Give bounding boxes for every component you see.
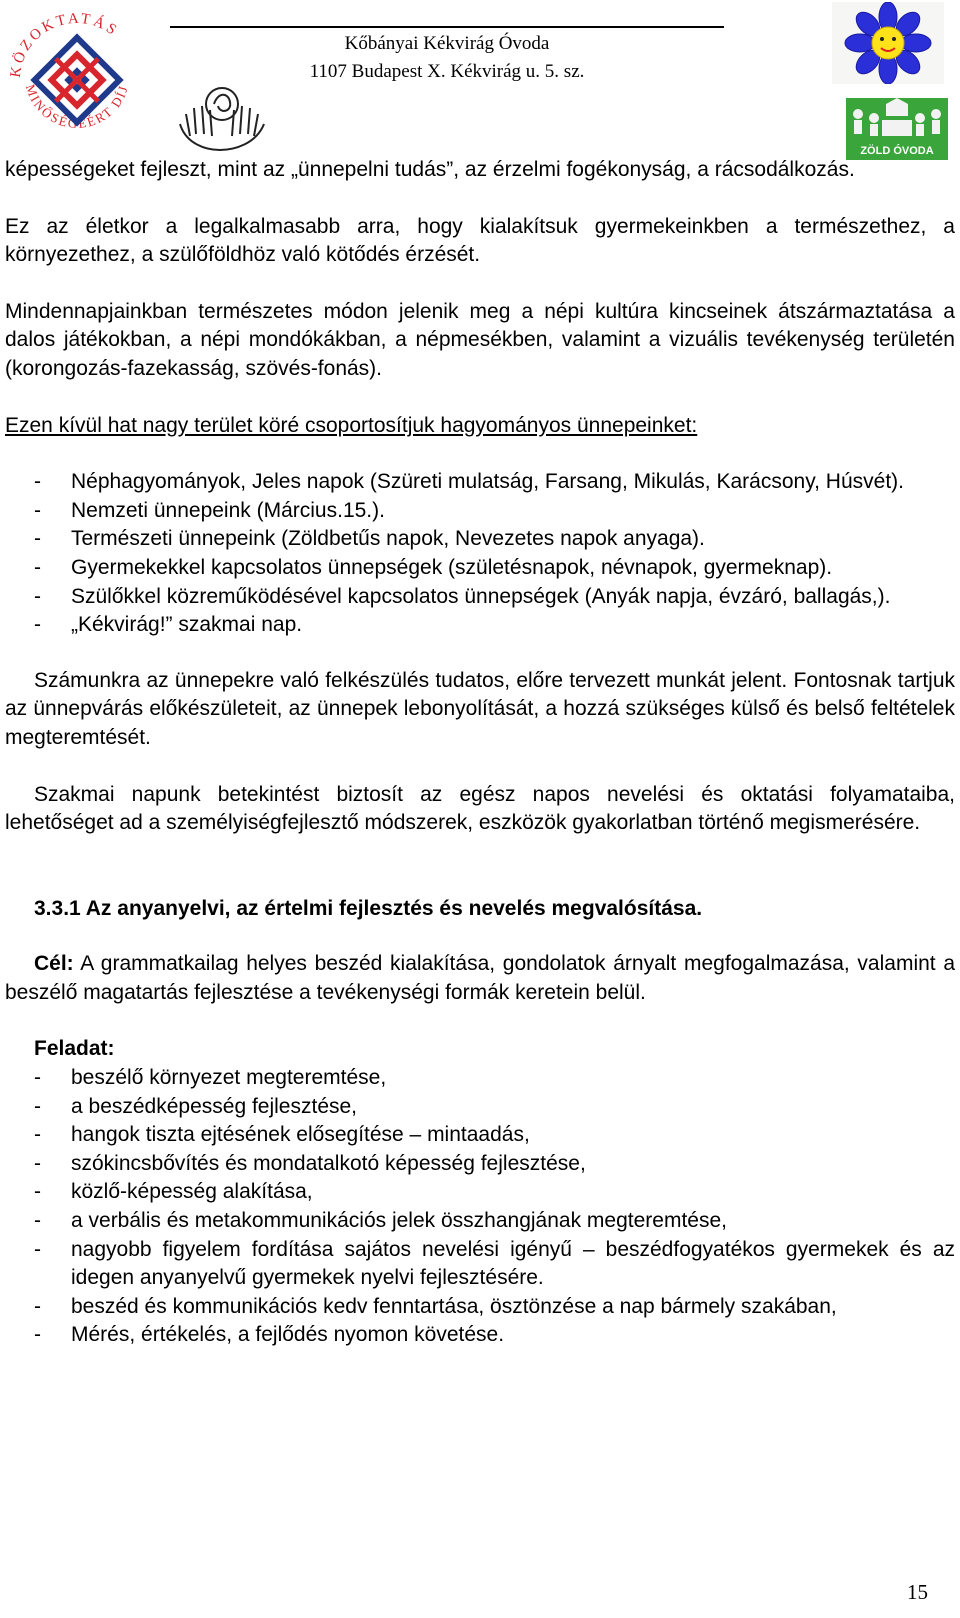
hands-logo [176, 84, 268, 154]
task-label: Feladat: [34, 1037, 115, 1061]
list-item: - beszélő környezet megteremtése, [5, 1064, 955, 1093]
list-item: - beszéd és kommunikációs kedv fenntartása, ösztönzése a nap bármely szakában, [5, 1293, 955, 1322]
list-item: - közlő-képesség alakítása, [5, 1178, 955, 1207]
kindergarten-name: Kőbányai Kékvirág Óvoda [344, 33, 550, 54]
dash-bullet: - [34, 1180, 41, 1204]
green-kindergarten-logo [846, 98, 948, 160]
list-item: - Mérés, értékelés, a fejlődés nyomon követése. [5, 1321, 955, 1350]
goal-paragraph [5, 950, 955, 1007]
page-number: 15 [907, 1580, 928, 1604]
list-item: - Szülőkkel közreműködésével kapcsolatos ünnepségek (Anyák napja, évzáró, ballagás,). [5, 583, 955, 612]
dash-bullet: - [34, 1151, 41, 1175]
dash-bullet: - [34, 1094, 41, 1118]
holiday-list [5, 468, 955, 640]
dash-bullet: - [34, 613, 41, 637]
list-item: - Természeti ünnepeink (Zöldbetűs napok, Nevezetes napok anyaga). [5, 525, 955, 554]
quality-award-seal-logo [4, 2, 150, 148]
blue-flower-logo [832, 2, 944, 84]
list-item: - Néphagyományok, Jeles napok (Szüreti mulatság, Farsang, Mikulás, Karácsony, Húsvét). [5, 468, 955, 497]
paragraph-holiday-areas: Ezen kívül hat nagy terület köré csoportosítjuk hagyományos ünnepeinket: [5, 413, 698, 437]
paragraph-preparation: Számunkra az ünnepekre való felkészülés tudatos, előre tervezett munkát jelent. Fontosnak tartjuk az ünnepvárás előkészületeit, az ünnepek lebonyolítását, a hozzá szükséges külső és belső feltételek megteremtését. [5, 668, 955, 749]
list-item: - „Kékvirág!” szakmai nap. [5, 611, 955, 640]
list-item: - nagyobb figyelem fordítása sajátos nevelési igényű – beszédfogyatékos gyermekek és az idegen anyanyelvű gyermekek nyelvi fejlesztésére. [34, 1237, 955, 1290]
dash-bullet: - [34, 498, 41, 522]
document-body [5, 156, 955, 1350]
dash-bullet: - [34, 555, 41, 579]
task-list [5, 1064, 955, 1350]
header-rule [170, 26, 724, 28]
dash-bullet: - [34, 584, 41, 608]
svg-text:KÖZOKTATÁS: KÖZOKTATÁS [7, 10, 122, 79]
section-heading: 3.3.1 Az anyanyelvi, az értelmi fejlesztés és nevelés megvalósítása. [34, 896, 703, 920]
dash-bullet: - [34, 1294, 41, 1318]
dash-bullet: - [34, 470, 41, 494]
list-item: - hangok tiszta ejtésének elősegítése – mintaadás, [5, 1121, 955, 1150]
dash-bullet: - [34, 1209, 41, 1233]
goal-label: Cél: [34, 952, 74, 976]
paragraph-folk-culture: Mindennapjainkban természetes módon jelenik meg a népi kultúra kincseinek átszármaztatása a dalos játékokban, a népi mondókákban, a népmesékben, valamint a vizuális tevékenység területén (korongozás-fazekasság, szövés-fonás). [5, 299, 955, 380]
svg-text:MINŐSÉGÉÉRT DÍJ: MINŐSÉGÉÉRT DÍJ [22, 82, 132, 132]
paragraph-abilities: képességeket fejleszt, mint az „ünnepelni tudás”, az érzelmi fogékonyság, a rácsodálkozás. [5, 158, 855, 181]
page-header [0, 0, 960, 160]
paragraph-age: Ez az életkor a legalkalmasabb arra, hogy kialakítsuk gyermekeinkben a természethez, a környezethez, a szülőföldhöz való kötődés érzését. [5, 214, 955, 267]
dash-bullet: - [34, 1066, 41, 1090]
goal-text: A grammatkailag helyes beszéd kialakítása, gondolatok árnyalt megfogalmazása, valamint a beszélő magatartás fejlesztése a tevékenységi formák keretein belül. [5, 952, 955, 1004]
list-item: - szókincsbővítés és mondatalkotó képesség fejlesztése, [5, 1150, 955, 1179]
list-item: - a beszédképesség fejlesztése, [5, 1093, 955, 1122]
dash-bullet: - [34, 1237, 41, 1261]
paragraph-professional-day: Szakmai napunk betekintést biztosít az egész napos nevelési és oktatási folyamataiba, lehetőséget ad a személyiségfejlesztő módszerek, eszközök gyakorlatban történő megismerésére. [5, 782, 955, 835]
svg-text:ZÖLD ÓVODA: ZÖLD ÓVODA [860, 145, 934, 157]
kindergarten-address: 1107 Budapest X. Kékvirág u. 5. sz. [309, 61, 585, 82]
dash-bullet: - [34, 527, 41, 551]
list-item: - Gyermekekkel kapcsolatos ünnepségek (születésnapok, névnapok, gyermeknap). [5, 554, 955, 583]
dash-bullet: - [34, 1123, 41, 1147]
dash-bullet: - [34, 1323, 41, 1347]
list-item: - a verbális és metakommunikációs jelek összhangjának megteremtése, [5, 1207, 955, 1236]
list-item: - Nemzeti ünnepeink (Március.15.). [5, 497, 955, 526]
